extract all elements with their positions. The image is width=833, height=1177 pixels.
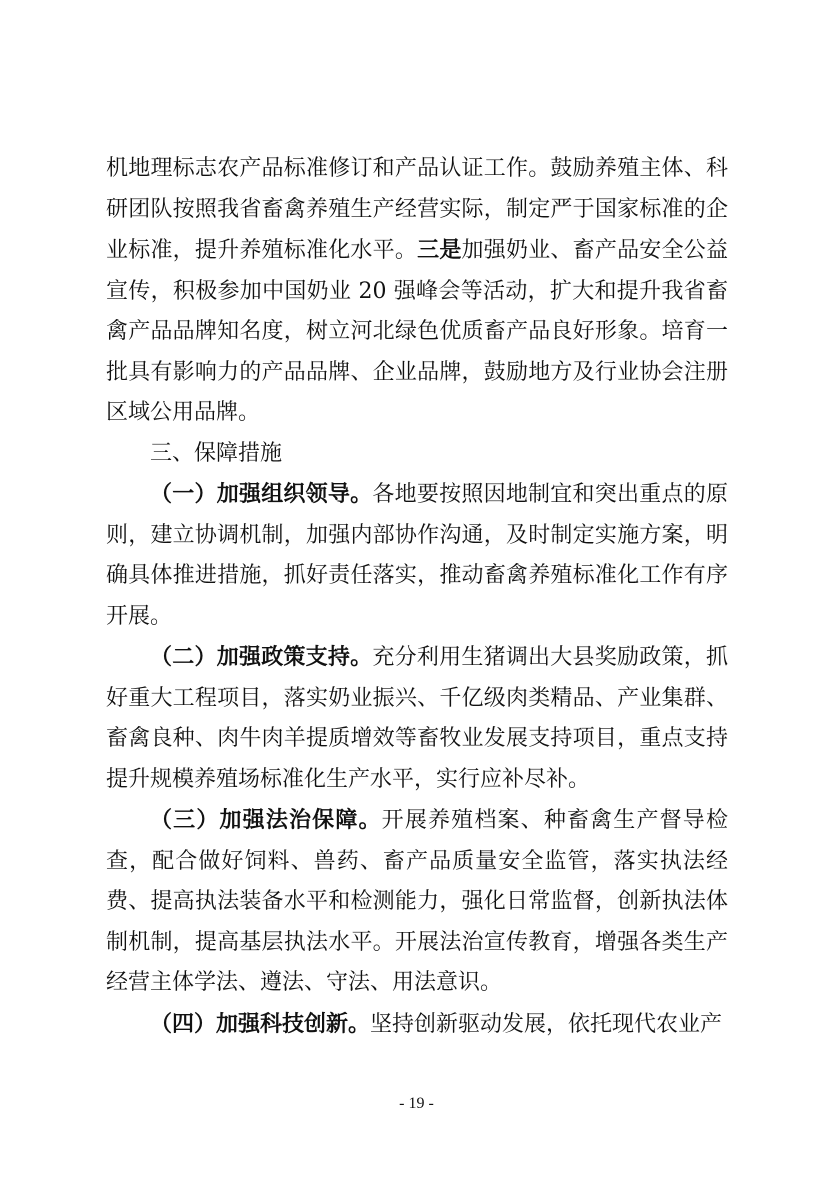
paragraph-innovation — [106, 1004, 728, 1046]
paragraph-lead: （四）加强科技创新。 — [150, 1010, 371, 1037]
paragraph-text: 各地要按照因地制宜和突出重点的原则，建立协调机制，加强内部协作沟通，及时制定实施方案，明确具体推进措施，抓好责任落实，推动畜禽养殖标准化工作有序开展。 — [106, 482, 728, 629]
paragraph-lead: （一）加强组织领导。 — [150, 481, 373, 507]
paragraph-text: 开展养殖档案、种畜禽生产督导检查，配合做好饲料、兽药、畜产品质量安全监管，落实执法经费、提高执法装备水平和检测能力，强化日常监督，创新执法体制机制，提高基层执法水平。开展法治宣传教育，增强各类生产经营主体学法、遵法、守法、用法意识。 — [106, 808, 728, 995]
paragraph-text: 坚持创新驱动发展，依托现代农业产 — [370, 1011, 723, 1037]
paragraph-organization — [106, 474, 728, 637]
page-number: - 19 - — [399, 1095, 434, 1112]
paragraph-text: 充分利用生猪调出大县奖励政策，抓好重大工程项目，落实奶业振兴、千亿级肉类精品、产业集群、畜禽良种、肉牛肉羊提质增效等畜牧业发展支持项目，重点支持提升规模养殖场标准化生产水平，实行应补尽补。 — [106, 645, 728, 792]
paragraph-lead: （二）加强政策支持。 — [150, 644, 373, 670]
paragraph-lead: 三是 — [417, 237, 462, 263]
section-heading: 三、保障措施 — [150, 440, 283, 466]
paragraph-text: 加强奶业、畜产品安全公益宣传，积极参加中国奶业 20 强峰会等活动，扩大和提升我省畜禽产品品牌知名度，树立河北绿色优质畜产品良好形象。培育一批具有影响力的产品品牌、企业品牌，鼓励地方及行业协会注册区域公用品牌。 — [106, 238, 728, 425]
paragraph-policy — [106, 637, 728, 800]
paragraph-text: 机地理标志农产品标准修订和产品认证工作。鼓励养殖主体、科研团队按照我省畜禽养殖生产经营实际，制定严于国家标准的企业标准，提升养殖标准化水平。 — [106, 156, 728, 263]
paragraph-continuation — [106, 149, 728, 434]
paragraph-lead: （三）加强法治保障。 — [150, 807, 382, 833]
body-text — [106, 149, 728, 1045]
paragraph-law — [106, 800, 728, 1004]
